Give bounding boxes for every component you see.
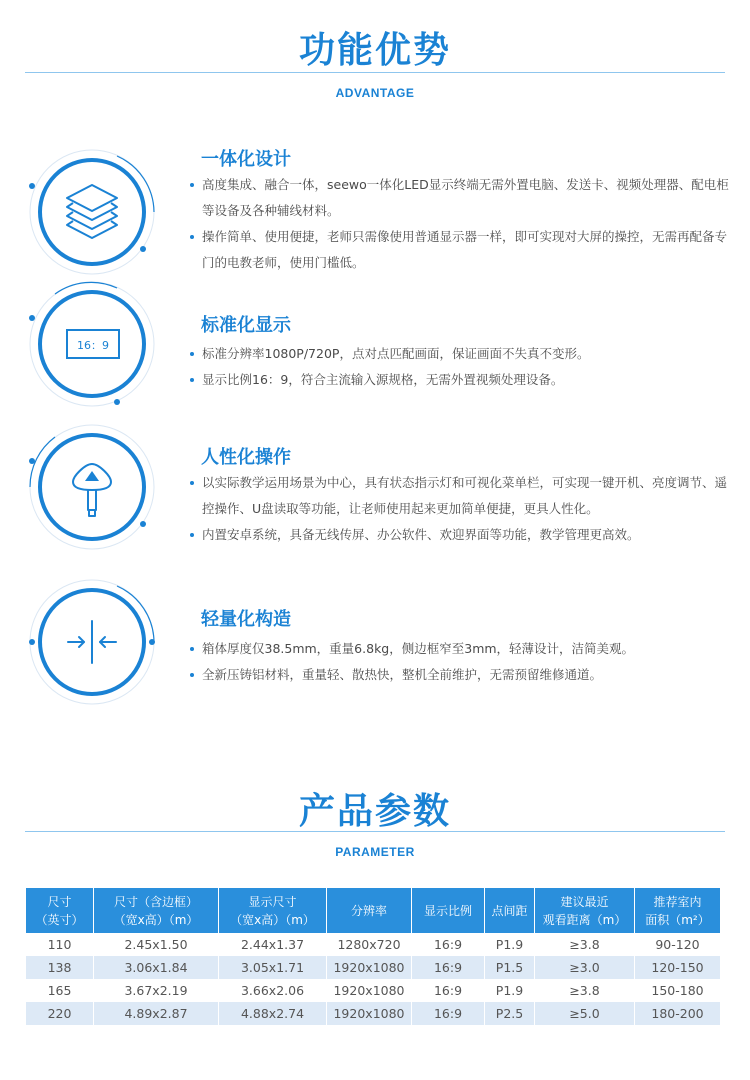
table-header-cell: 点间距 — [485, 888, 535, 933]
table-cell: ≥3.8 — [535, 933, 635, 956]
table-cell: 3.67x2.19 — [94, 979, 219, 1002]
table-header-cell: 显示尺寸 （宽x高）（m） — [219, 888, 327, 933]
table-cell: 3.06x1.84 — [94, 956, 219, 979]
table-cell: 138 — [26, 956, 94, 979]
feature-bullets — [190, 341, 730, 393]
display-ratio-icon — [67, 330, 119, 358]
table-header-cell: 显示比例 — [412, 888, 485, 933]
table-header-row — [26, 888, 721, 933]
feature-bullet: 操作简单、使用便捷，老师只需像使用普通显示器一样，即可实现对大屏的操控，无需再配备专门的电教老师，使用门槛低。 — [190, 224, 730, 276]
feature-icon-circle — [25, 420, 160, 555]
table-header-cell: 建议最近 观看距离（m） — [535, 888, 635, 933]
table-row — [26, 979, 721, 1002]
table-cell: 1280x720 — [327, 933, 412, 956]
table-cell: 120-150 — [635, 956, 721, 979]
feature-icon-circle — [25, 145, 160, 280]
display-ratio-text: 16：9 — [77, 339, 109, 352]
table-cell: 16:9 — [412, 956, 485, 979]
table-header-cell: 尺寸（含边框） （宽x高）（m） — [94, 888, 219, 933]
stack-layers-icon — [67, 185, 117, 238]
feature-bullet: 标准分辨率1080P/720P，点对点匹配画面，保证画面不失真不变形。 — [190, 341, 730, 367]
feature-lightweight-structure — [0, 575, 750, 710]
table-cell: 16:9 — [412, 933, 485, 956]
advantage-title: 功能优势 — [298, 30, 451, 71]
table-cell: ≥3.0 — [535, 956, 635, 979]
table-cell: P1.9 — [485, 979, 535, 1002]
feature-integrated-design — [0, 145, 750, 280]
feature-title: 标准化显示 — [201, 315, 291, 336]
remote-control-icon — [73, 464, 111, 516]
table-row — [26, 1002, 721, 1025]
feature-standard-display — [0, 277, 750, 412]
feature-bullet: 高度集成、融合一体，seewo一体化LED显示终端无需外置电脑、发送卡、视频处理器、配电柜等设备及各种辅线材料。 — [190, 172, 730, 224]
table-cell: 180-200 — [635, 1002, 721, 1025]
parameter-subtitle: PARAMETER — [335, 845, 415, 859]
table-cell: 3.05x1.71 — [219, 956, 327, 979]
advantage-subtitle: ADVANTAGE — [335, 86, 415, 100]
feature-bullets — [190, 470, 730, 548]
table-cell: ≥5.0 — [535, 1002, 635, 1025]
parameter-divider — [25, 831, 725, 832]
table-cell: 16:9 — [412, 979, 485, 1002]
feature-icon-circle — [25, 575, 160, 710]
table-cell: 220 — [26, 1002, 94, 1025]
table-cell: 4.88x2.74 — [219, 1002, 327, 1025]
feature-bullets — [190, 636, 730, 688]
feature-bullet: 内置安卓系统，具备无线传屏、办公软件、欢迎界面等功能，教学管理更高效。 — [190, 522, 730, 548]
table-cell: 1920x1080 — [327, 956, 412, 979]
feature-title: 轻量化构造 — [201, 609, 291, 630]
feature-bullet: 显示比例16：9，符合主流输入源规格，无需外置视频处理设备。 — [190, 367, 730, 393]
feature-humanized-operation — [0, 420, 750, 555]
parameter-table — [25, 888, 721, 1025]
table-row — [26, 956, 721, 979]
table-cell: 150-180 — [635, 979, 721, 1002]
table-cell: P1.5 — [485, 956, 535, 979]
feature-bullet: 以实际教学运用场景为中心，具有状态指示灯和可视化菜单栏，可实现一键开机、亮度调节、遥控操作、U盘读取等功能，让老师使用起来更加简单便捷，更具人性化。 — [190, 470, 730, 522]
feature-title: 人性化操作 — [201, 447, 291, 468]
table-cell: 16:9 — [412, 1002, 485, 1025]
parameter-title: 产品参数 — [298, 791, 451, 832]
table-cell: P1.9 — [485, 933, 535, 956]
table-cell: ≥3.8 — [535, 979, 635, 1002]
table-cell: 3.66x2.06 — [219, 979, 327, 1002]
table-header-cell: 尺寸 （英寸） — [26, 888, 94, 933]
table-cell: 2.45x1.50 — [94, 933, 219, 956]
table-row — [26, 933, 721, 956]
table-cell: 2.44x1.37 — [219, 933, 327, 956]
feature-bullet: 全新压铸铝材料，重量轻、散热快，整机全前维护，无需预留维修通道。 — [190, 662, 730, 688]
feature-bullet: 箱体厚度仅38.5mm，重量6.8kg，侧边框窄至3mm，轻薄设计，洁简美观。 — [190, 636, 730, 662]
table-cell: 165 — [26, 979, 94, 1002]
table-cell: 4.89x2.87 — [94, 1002, 219, 1025]
table-cell: P2.5 — [485, 1002, 535, 1025]
table-cell: 110 — [26, 933, 94, 956]
table-cell: 90-120 — [635, 933, 721, 956]
table-cell: 1920x1080 — [327, 1002, 412, 1025]
table-header-cell: 分辨率 — [327, 888, 412, 933]
advantage-divider — [25, 72, 725, 73]
compress-arrows-icon — [68, 621, 116, 663]
feature-icon-circle — [25, 277, 160, 412]
feature-bullets — [190, 172, 730, 276]
table-cell: 1920x1080 — [327, 979, 412, 1002]
table-header-cell: 推荐室内 面积（m²） — [635, 888, 721, 933]
feature-title: 一体化设计 — [201, 149, 291, 170]
